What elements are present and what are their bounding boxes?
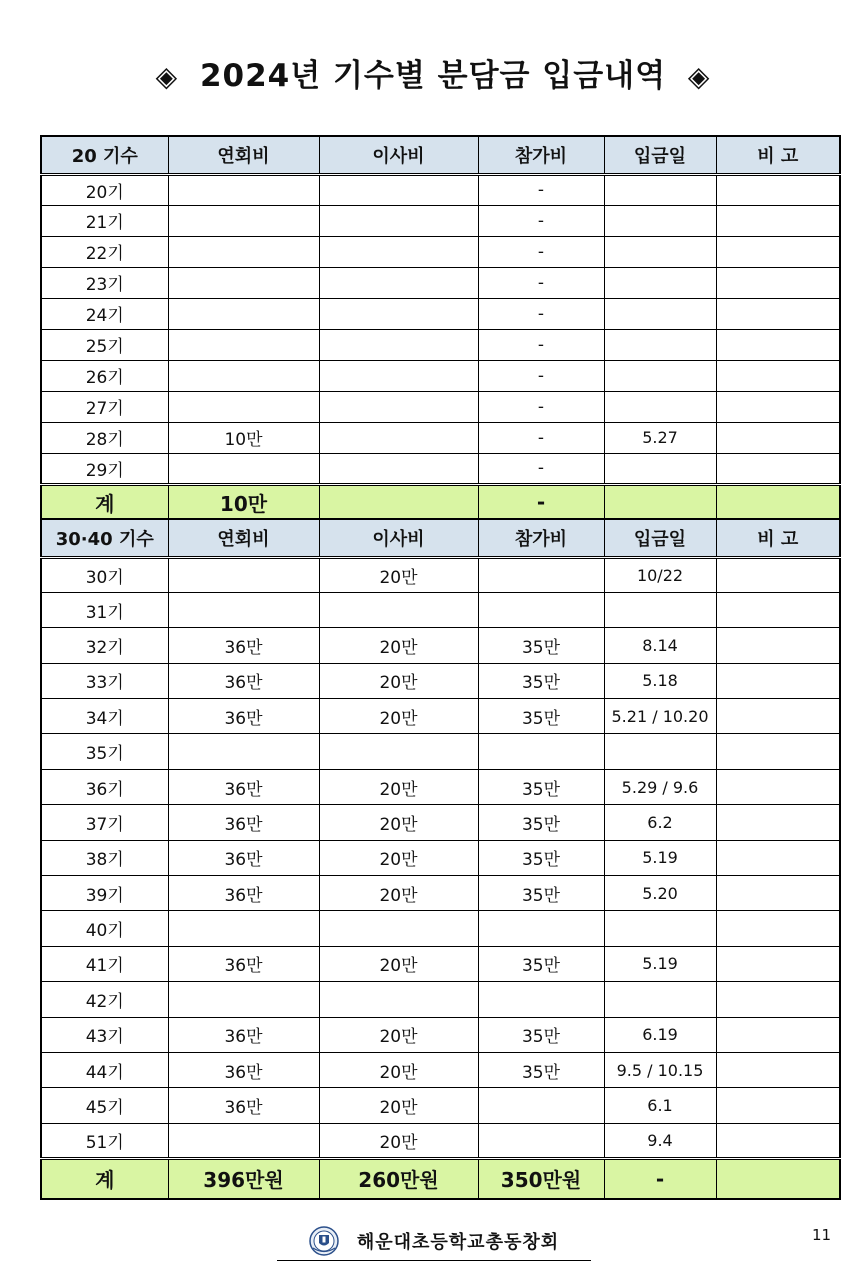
table-row-cell: 5.29 / 9.6	[604, 769, 716, 804]
table-row-cell	[716, 1088, 840, 1123]
table-row-cell: 20기	[41, 174, 168, 205]
table-row-cell: 20만	[319, 805, 478, 840]
table-row-cell: -	[478, 205, 604, 236]
table-row-cell	[319, 453, 478, 484]
table-row-cell: 10/22	[604, 557, 716, 592]
table-row-cell: 20만	[319, 628, 478, 663]
header-row-cell: 입금일	[604, 519, 716, 557]
table-row-cell: 36만	[168, 946, 319, 981]
table-row-cell	[168, 911, 319, 946]
table-row-cell	[604, 734, 716, 769]
table-row-cell: 36만	[168, 1017, 319, 1052]
table-row-cell	[319, 391, 478, 422]
table-row-cell: 20만	[319, 769, 478, 804]
table-row	[41, 422, 840, 453]
table-row-cell	[604, 205, 716, 236]
table-row-cell: 24기	[41, 298, 168, 329]
page-number: 11	[812, 1226, 832, 1244]
table-row	[41, 911, 840, 946]
table-row-cell: 5.21 / 10.20	[604, 699, 716, 734]
table-row-cell: -	[478, 236, 604, 267]
table-row-cell: -	[478, 422, 604, 453]
table-row-cell: 6.2	[604, 805, 716, 840]
table-row-cell: 5.19	[604, 840, 716, 875]
table-row-cell: 36만	[168, 699, 319, 734]
table-row-cell: 37기	[41, 805, 168, 840]
table-row-cell	[716, 1017, 840, 1052]
table-row-cell	[168, 298, 319, 329]
table-row-cell: 42기	[41, 982, 168, 1017]
table-row	[41, 1017, 840, 1052]
page-title	[0, 50, 866, 95]
table-class-20	[40, 135, 841, 521]
table-row-cell: 20만	[319, 699, 478, 734]
table-row-cell	[716, 769, 840, 804]
table-row-cell	[716, 205, 840, 236]
table-row-cell	[319, 267, 478, 298]
table-row-cell: -	[478, 360, 604, 391]
table-row-cell: 35만	[478, 840, 604, 875]
table-row-cell: 36만	[168, 805, 319, 840]
header-row-cell: 참가비	[478, 136, 604, 174]
table-row-cell	[319, 360, 478, 391]
table-row-cell	[319, 592, 478, 627]
table-row-cell	[604, 174, 716, 205]
table-row-cell	[604, 391, 716, 422]
table-row-cell	[716, 422, 840, 453]
table-row-cell: 5.19	[604, 946, 716, 981]
table-row-cell: 34기	[41, 699, 168, 734]
total-row-cell: 396만원	[168, 1159, 319, 1199]
table-row-cell: 33기	[41, 663, 168, 698]
header-row-cell: 연회비	[168, 136, 319, 174]
total-row-cell: 260만원	[319, 1159, 478, 1199]
table-row-cell: 36만	[168, 628, 319, 663]
table-row-cell	[319, 982, 478, 1017]
table-row-cell: 20만	[319, 1017, 478, 1052]
header-row-cell: 이사비	[319, 136, 478, 174]
table-row-cell	[716, 699, 840, 734]
table-row-cell	[319, 329, 478, 360]
total-row	[41, 1159, 840, 1199]
table-row-cell: 29기	[41, 453, 168, 484]
table-row-cell: 35만	[478, 663, 604, 698]
total-row-cell: 10만	[168, 484, 319, 520]
table-row-cell	[168, 267, 319, 298]
table-row-cell: 41기	[41, 946, 168, 981]
table-row-cell: 35만	[478, 946, 604, 981]
table-row-cell: 35만	[478, 1052, 604, 1087]
table-row-cell	[716, 174, 840, 205]
table-row-cell	[168, 592, 319, 627]
total-row-cell: 계	[41, 484, 168, 520]
table-row-cell: -	[478, 391, 604, 422]
table-row-cell	[716, 663, 840, 698]
table-row-cell: 35만	[478, 699, 604, 734]
table-row-cell: 20만	[319, 840, 478, 875]
table-row-cell	[478, 982, 604, 1017]
table-row-cell: 20만	[319, 876, 478, 911]
table-row-cell	[716, 911, 840, 946]
table-row-cell: 36만	[168, 663, 319, 698]
table-class-30-40	[40, 518, 841, 1200]
total-row-cell	[319, 484, 478, 520]
table-row-cell: 35만	[478, 805, 604, 840]
table-row-cell	[168, 557, 319, 592]
table-row	[41, 453, 840, 484]
table-row-cell	[604, 453, 716, 484]
table-row	[41, 699, 840, 734]
table-row-cell: 32기	[41, 628, 168, 663]
table-row-cell: 45기	[41, 1088, 168, 1123]
header-row-cell: 이사비	[319, 519, 478, 557]
table-row-cell	[716, 298, 840, 329]
table-row-cell	[716, 805, 840, 840]
table-row-cell	[716, 1052, 840, 1087]
total-row-cell: 350만원	[478, 1159, 604, 1199]
table-row-cell: 35만	[478, 876, 604, 911]
table-row-cell	[319, 298, 478, 329]
table-row-cell: 22기	[41, 236, 168, 267]
table-row-cell	[168, 734, 319, 769]
table-row-cell: 10만	[168, 422, 319, 453]
table-row-cell: 20만	[319, 557, 478, 592]
table-row-cell	[716, 840, 840, 875]
total-row-cell: -	[604, 1159, 716, 1199]
table-row	[41, 391, 840, 422]
diamond-symbol-right: ◈	[687, 60, 711, 93]
table-row	[41, 840, 840, 875]
table-row-cell	[604, 236, 716, 267]
header-row-cell: 참가비	[478, 519, 604, 557]
table-row	[41, 734, 840, 769]
table-row-cell: -	[478, 174, 604, 205]
table-row-cell	[716, 628, 840, 663]
table-row-cell	[319, 422, 478, 453]
table-row-cell: 44기	[41, 1052, 168, 1087]
table-row-cell	[604, 267, 716, 298]
school-emblem-icon	[309, 1226, 339, 1256]
table-row-cell	[478, 592, 604, 627]
table-row-cell	[168, 329, 319, 360]
table-row-cell: 30기	[41, 557, 168, 592]
table-row	[41, 267, 840, 298]
table-row	[41, 298, 840, 329]
table-row-cell	[716, 946, 840, 981]
table-row-cell	[716, 1123, 840, 1158]
total-row	[41, 484, 840, 520]
table-row-cell: 35기	[41, 734, 168, 769]
table-row-cell	[604, 329, 716, 360]
table-row-cell: 6.1	[604, 1088, 716, 1123]
table-row-cell: 5.18	[604, 663, 716, 698]
header-row	[41, 519, 840, 557]
table-row	[41, 329, 840, 360]
table-row-cell: 20만	[319, 946, 478, 981]
table-row-cell	[604, 360, 716, 391]
table-row-cell	[168, 236, 319, 267]
table-row-cell	[319, 911, 478, 946]
table-row	[41, 205, 840, 236]
table-row-cell	[716, 329, 840, 360]
table-row-cell: 36기	[41, 769, 168, 804]
table-row-cell: 9.4	[604, 1123, 716, 1158]
table-row	[41, 946, 840, 981]
table-row	[41, 557, 840, 592]
table-row-cell	[478, 1123, 604, 1158]
table-row-cell: 36만	[168, 876, 319, 911]
title-text: 2024년 기수별 분담금 입금내역	[199, 58, 667, 94]
table-row-cell: 39기	[41, 876, 168, 911]
table-row-cell	[168, 1123, 319, 1158]
table-row-cell: -	[478, 329, 604, 360]
table-row-cell	[319, 734, 478, 769]
header-row-cell: 입금일	[604, 136, 716, 174]
table-row-cell: 9.5 / 10.15	[604, 1052, 716, 1087]
table-row-cell	[716, 360, 840, 391]
table-row-cell: 36만	[168, 1052, 319, 1087]
table-row-cell: 5.20	[604, 876, 716, 911]
table-row-cell: 20만	[319, 663, 478, 698]
table-row-cell	[716, 236, 840, 267]
table-row	[41, 805, 840, 840]
table-row-cell: 35만	[478, 628, 604, 663]
table-row-cell: 31기	[41, 592, 168, 627]
table-row	[41, 174, 840, 205]
table-row-cell: 23기	[41, 267, 168, 298]
table-row-cell: 51기	[41, 1123, 168, 1158]
table-row-cell: 21기	[41, 205, 168, 236]
table-row-cell	[478, 557, 604, 592]
table-row-cell	[478, 734, 604, 769]
total-row-cell: 계	[41, 1159, 168, 1199]
table-row-cell	[319, 174, 478, 205]
table-row-cell: 6.19	[604, 1017, 716, 1052]
table-row-cell: -	[478, 267, 604, 298]
total-row-cell	[716, 484, 840, 520]
table-row	[41, 1123, 840, 1158]
table-row-cell: 40기	[41, 911, 168, 946]
table-row	[41, 592, 840, 627]
table-row	[41, 360, 840, 391]
table-row-cell	[716, 391, 840, 422]
header-row-cell: 연회비	[168, 519, 319, 557]
table-row-cell: 8.14	[604, 628, 716, 663]
table-row-cell	[716, 876, 840, 911]
table-row	[41, 1088, 840, 1123]
table-row-cell: 27기	[41, 391, 168, 422]
header-row-cell: 비 고	[716, 136, 840, 174]
table-row-cell	[478, 911, 604, 946]
total-row-cell: -	[478, 484, 604, 520]
table-row	[41, 628, 840, 663]
table-row-cell	[168, 982, 319, 1017]
table-row	[41, 236, 840, 267]
table-row	[41, 982, 840, 1017]
table-row	[41, 663, 840, 698]
table-row-cell: 25기	[41, 329, 168, 360]
table-row-cell	[604, 982, 716, 1017]
table-row-cell	[168, 391, 319, 422]
table-row-cell: 36만	[168, 769, 319, 804]
table-row-cell: 38기	[41, 840, 168, 875]
table-row-cell: 35만	[478, 1017, 604, 1052]
table-row-cell	[168, 174, 319, 205]
org-name: 해운대초등학교총동창회	[356, 1232, 560, 1253]
table-row-cell	[716, 453, 840, 484]
table-row-cell: 26기	[41, 360, 168, 391]
table-row-cell	[716, 982, 840, 1017]
header-row-cell: 20 기수	[41, 136, 168, 174]
table-row-cell	[716, 734, 840, 769]
table-row-cell	[168, 453, 319, 484]
table-row-cell: 43기	[41, 1017, 168, 1052]
table-row	[41, 876, 840, 911]
table-row-cell: 28기	[41, 422, 168, 453]
total-row-cell	[604, 484, 716, 520]
table-row-cell	[604, 592, 716, 627]
table-row-cell	[168, 360, 319, 391]
table-row-cell: 35만	[478, 769, 604, 804]
header-row	[41, 136, 840, 174]
table-row-cell	[168, 205, 319, 236]
table-row-cell	[319, 236, 478, 267]
table-row	[41, 1052, 840, 1087]
table-row	[41, 769, 840, 804]
footer	[277, 1222, 591, 1261]
table-row-cell	[604, 911, 716, 946]
table-row-cell: 20만	[319, 1088, 478, 1123]
table-row-cell: 36만	[168, 840, 319, 875]
header-row-cell: 비 고	[716, 519, 840, 557]
table-row-cell	[604, 298, 716, 329]
table-row-cell: 36만	[168, 1088, 319, 1123]
table-row-cell	[319, 205, 478, 236]
table-row-cell	[716, 592, 840, 627]
table-row-cell	[716, 267, 840, 298]
table-row-cell	[716, 557, 840, 592]
table-row-cell: 20만	[319, 1123, 478, 1158]
table-row-cell: -	[478, 298, 604, 329]
table-row-cell: 5.27	[604, 422, 716, 453]
diamond-symbol-left: ◈	[155, 60, 179, 93]
header-row-cell: 30·40 기수	[41, 519, 168, 557]
table-row-cell: 20만	[319, 1052, 478, 1087]
table-row-cell: -	[478, 453, 604, 484]
table-row-cell	[478, 1088, 604, 1123]
total-row-cell	[716, 1159, 840, 1199]
